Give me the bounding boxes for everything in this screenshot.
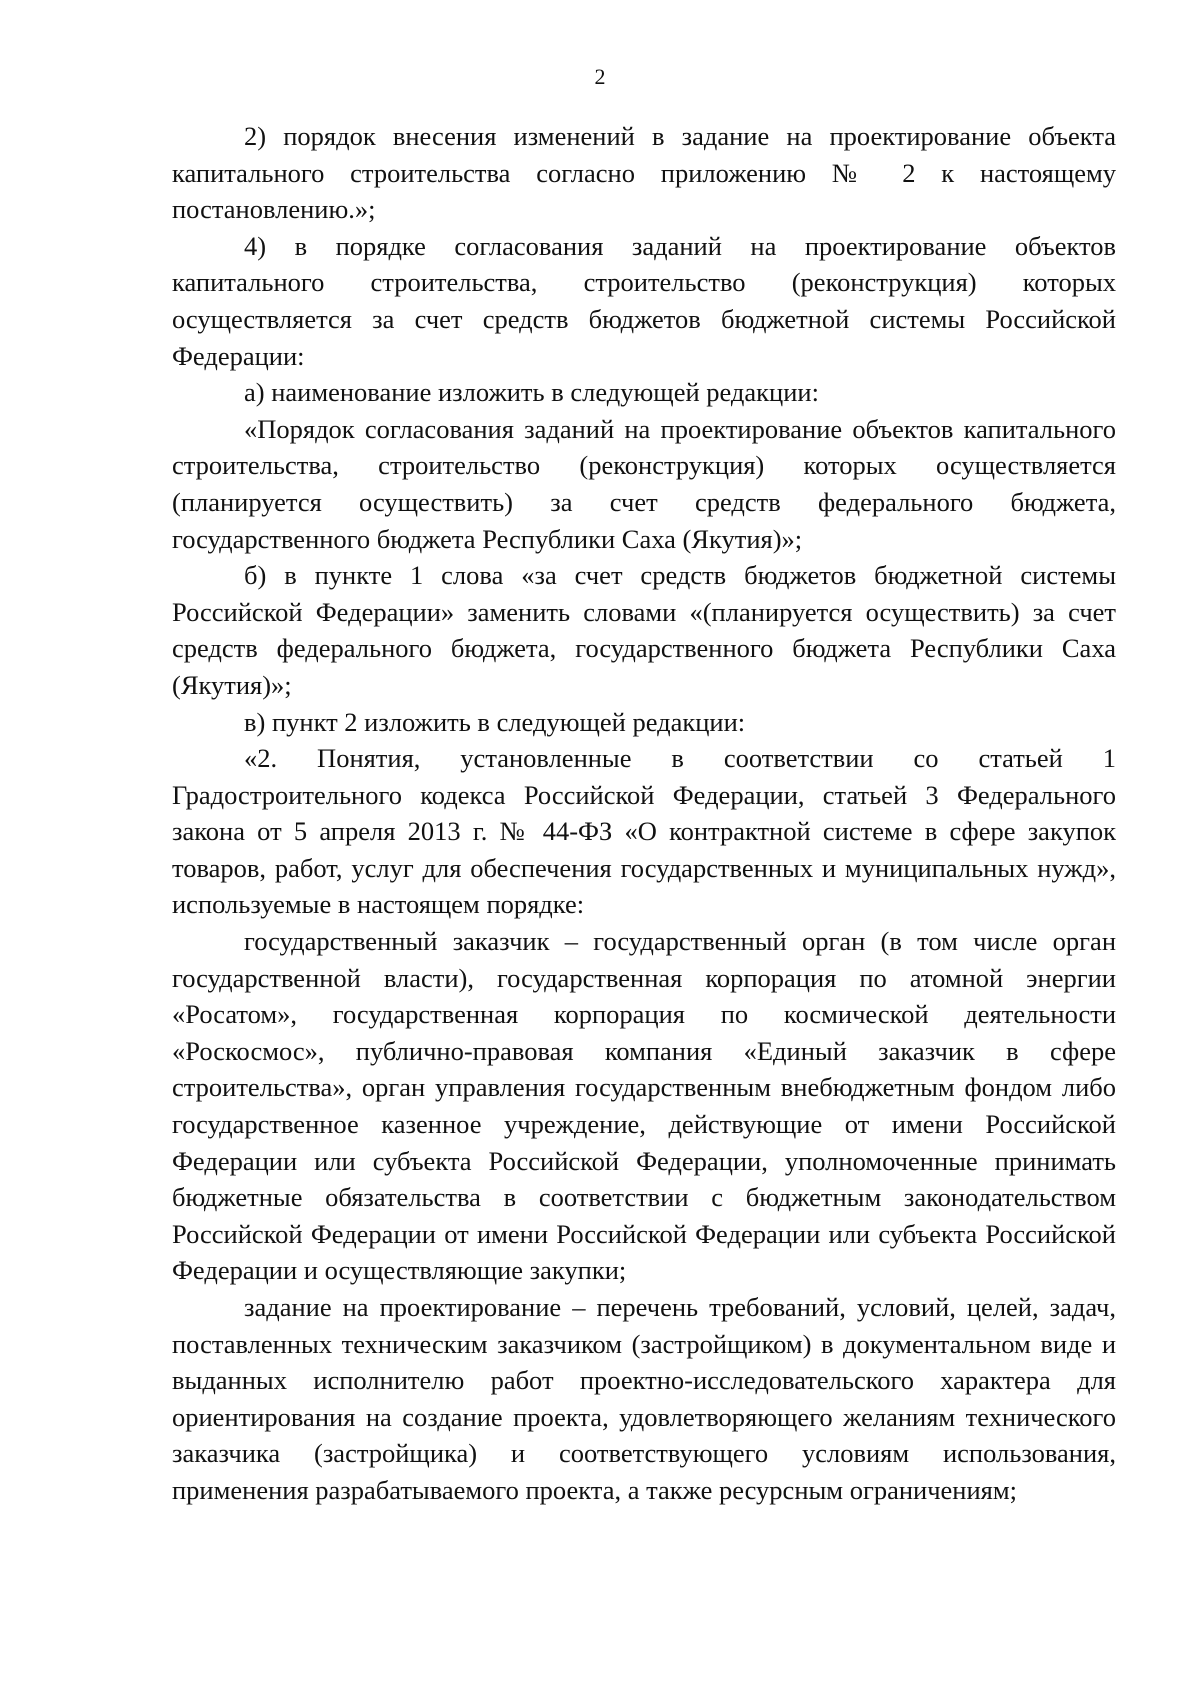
document-body: [172, 118, 1116, 1509]
paragraph-state-customer-definition: государственный заказчик – государственный орган (в том числе орган государственной власти), государственная корпорация по атомной энергии «Росатом», государственная корпорация по космической деятельности «Роскосмос», публично-правовая компания «Единый заказчик в сфере строительства», орган управления государственным внебюджетным фондом либо государственное казенное учреждение, действующие от имени Российской Федерации или субъекта Российской Федерации, уполномоченные принимать бюджетные обязательства в соответствии с бюджетным законодательством Российской Федерации от имени Российской Федерации или субъекта Российской Федерации и осуществляющие закупки;: [172, 926, 1116, 1286]
paragraph-point-2: «2. Понятия, установленные в соответствии со статьей 1 Градостроительного кодекса Российской Федерации, статьей 3 Федерального закона от 5 апреля 2013 г. № 44-ФЗ «О контрактной системе в сфере закупок товаров, работ, услуг для обеспечения государственных и муниципальных нужд», используемые в настоящем порядке:: [172, 743, 1116, 920]
page-number: 2: [594, 64, 606, 89]
paragraph-item-4: 4) в порядке согласования заданий на проектирование объектов капитального строительства, строительство (реконструкция) которых осуществляется за счет средств бюджетов бюджетной системы Российской Федерации:: [172, 230, 1116, 371]
paragraph-subitem-v: в) пункт 2 изложить в следующей редакции:: [244, 706, 746, 737]
paragraph-design-assignment-definition: задание на проектирование – перечень требований, условий, целей, задач, поставленных техническим заказчиком (застройщиком) в документальном виде и выданных исполнителю работ проектно-исследовательского характера для ориентирования на создание проекта, удовлетворяющего желаниям технического заказчика (застройщика) и соответствующего условиям использования, применения разрабатываемого проекта, а также ресурсным ограничениям;: [172, 1292, 1116, 1505]
paragraph-subitem-b: б) в пункте 1 слова «за счет средств бюджетов бюджетной системы Российской Федерации» заменить словами «(планируется осуществить) за счет средств федерального бюджета, государственного бюджета Республики Саха (Якутия)»;: [172, 560, 1116, 700]
paragraph-new-title: «Порядок согласования заданий на проектирование объектов капитального строительства, строительство (реконструкция) которых осуществляется (планируется осуществить) за счет средств федерального бюджета, государственного бюджета Республики Саха (Якутия)»;: [172, 413, 1116, 554]
paragraph-item-2: 2) порядок внесения изменений в задание на проектирование объекта капитального строительства согласно приложению № 2 к настоящему постановлению.»;: [172, 121, 1116, 225]
paragraph-subitem-a: а) наименование изложить в следующей редакции:: [244, 377, 819, 408]
